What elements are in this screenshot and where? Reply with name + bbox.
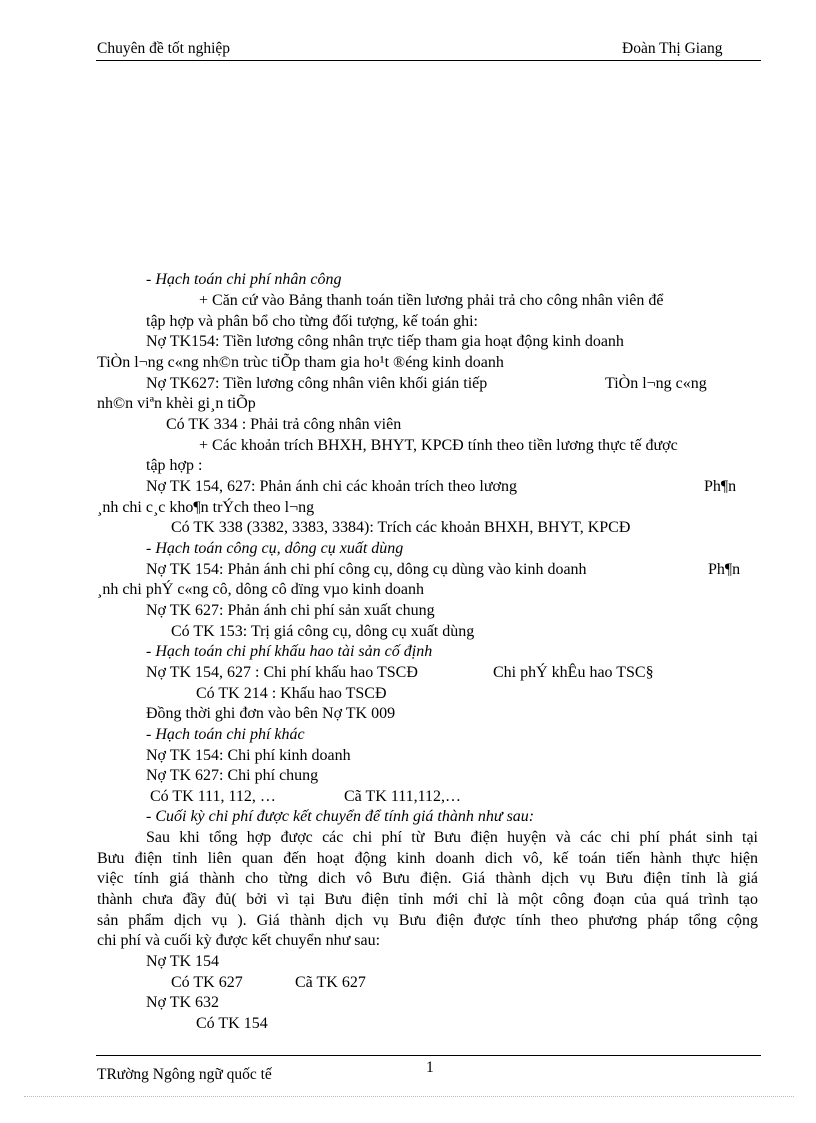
entry-credit: Có TK 153: Trị giá công cụ, dông cụ xuất dùng bbox=[171, 623, 475, 640]
entry-debit: Nợ TK 154: Phản ánh chi phí công cụ, dông cụ dùng vào kinh doanh bbox=[146, 561, 587, 578]
entry-debit: Nợ TK 627: Chi phí chung bbox=[146, 767, 319, 784]
footer-school: TRường Ngông ngữ quốc tế bbox=[97, 1066, 272, 1083]
header-rule bbox=[96, 60, 761, 61]
paragraph-line: Đồng thời ghi đơn vào bên Nợ TK 009 bbox=[146, 705, 396, 722]
paragraph-line: việc tính giá thành cho từng dich vô Bưu điện. Giá thành dịch vụ Bưu điện tỉnh là giá bbox=[97, 870, 758, 887]
entry-credit: Có TK 338 (3382, 3383, 3384): Trích các khoản BHXH, BHYT, KPCĐ bbox=[171, 519, 631, 536]
section-heading-tools: - Hạch toán công cụ, dông cụ xuất dùng bbox=[146, 540, 404, 557]
garbled-text: Ph¶n bbox=[708, 561, 741, 578]
garbled-text: Chi phÝ khÊu hao TSC§ bbox=[493, 664, 654, 681]
garbled-text: Cã TK 111,112,… bbox=[344, 788, 462, 805]
garbled-text: nh©n viªn khèi gi¸n tiÕp bbox=[97, 395, 256, 412]
entry-credit: Có TK 111, 112, … bbox=[150, 788, 276, 805]
footer-rule bbox=[96, 1055, 761, 1056]
header-title: Chuyên đề tốt nghiệp bbox=[97, 40, 231, 57]
garbled-text: ¸nh chi c¸c kho¶n trÝch theo l¬ng bbox=[97, 499, 315, 516]
entry-debit: Nợ TK 632 bbox=[146, 994, 220, 1011]
paragraph-line: thành chưa đầy đủ( bởi vì tại Bưu điện tỉnh mới chỉ là một công đoạn của quá trình tạo bbox=[97, 891, 758, 908]
entry-debit: Nợ TK 627: Phản ánh chi phí sản xuất chung bbox=[146, 602, 435, 619]
entry-debit: Nợ TK 154, 627 : Chi phí khấu hao TSCĐ bbox=[146, 664, 418, 681]
paragraph-line: + Căn cứ vào Bảng thanh toán tiền lương phải trả cho công nhân viên để bbox=[199, 292, 664, 309]
section-heading-other: - Hạch toán chi phí khác bbox=[146, 726, 305, 743]
entry-credit: Có TK 334 : Phải trả công nhân viên bbox=[166, 416, 402, 433]
section-heading-closing: - Cuối kỳ chi phí được kết chuyển để tính giá thành như sau: bbox=[146, 808, 535, 825]
entry-debit: Nợ TK627: Tiền lương công nhân viên khối gián tiếp bbox=[146, 375, 488, 392]
entry-credit: Có TK 154 bbox=[196, 1015, 268, 1032]
entry-credit: Có TK 627 bbox=[171, 974, 243, 991]
entry-debit: Nợ TK154: Tiền lương công nhân trực tiếp tham gia hoạt động kinh doanh bbox=[146, 333, 624, 350]
garbled-text: TiÒn l¬ng c«ng nh©n trùc tiÕp tham gia ho¹t ®éng kinh doanh bbox=[97, 354, 504, 371]
paragraph-line: tập hợp và phân bổ cho từng đối tượng, kế toán ghi: bbox=[146, 313, 478, 330]
paragraph-line: Bưu điện tỉnh liên quan đến hoạt động kinh doanh dich vô, kế toán tiến hành thực hiện bbox=[97, 850, 758, 867]
section-heading-labor: - Hạch toán chi phí nhân công bbox=[146, 271, 342, 288]
entry-credit: Có TK 214 : Khấu hao TSCĐ bbox=[196, 685, 387, 702]
paragraph-line: + Các khoản trích BHXH, BHYT, KPCĐ tính theo tiền lương thực tế được bbox=[199, 437, 678, 454]
header-author: Đoàn Thị Giang bbox=[622, 40, 723, 57]
page-bottom-border bbox=[24, 1096, 794, 1097]
entry-debit: Nợ TK 154 bbox=[146, 953, 220, 970]
entry-debit: Nợ TK 154: Chi phí kinh doanh bbox=[146, 747, 351, 764]
garbled-text: ¸nh chi phÝ c«ng cô, dông cô dïng vµo kinh doanh bbox=[97, 581, 424, 598]
page-number: 1 bbox=[426, 1059, 434, 1076]
garbled-text: TiÒn l¬ng c«ng bbox=[605, 375, 707, 392]
paragraph-line: tập hợp : bbox=[146, 457, 203, 474]
paragraph-line: Sau khi tổng hợp được các chi phí từ Bưu điện huyện và các chi phí phát sinh tại bbox=[146, 829, 758, 846]
section-heading-depreciation: - Hạch toán chi phí khấu hao tài sản cố định bbox=[146, 643, 433, 660]
paragraph-line: chi phí và cuối kỳ được kết chuyển như sau: bbox=[97, 932, 381, 949]
garbled-text: Ph¶n bbox=[704, 478, 737, 495]
paragraph-line: sản phẩm dịch vụ ). Giá thành dịch vụ Bưu điện được tính theo phương pháp tổng cộng bbox=[97, 912, 758, 929]
garbled-text: Cã TK 627 bbox=[295, 974, 366, 991]
entry-debit: Nợ TK 154, 627: Phản ánh chi các khoản trích theo lương bbox=[146, 478, 517, 495]
